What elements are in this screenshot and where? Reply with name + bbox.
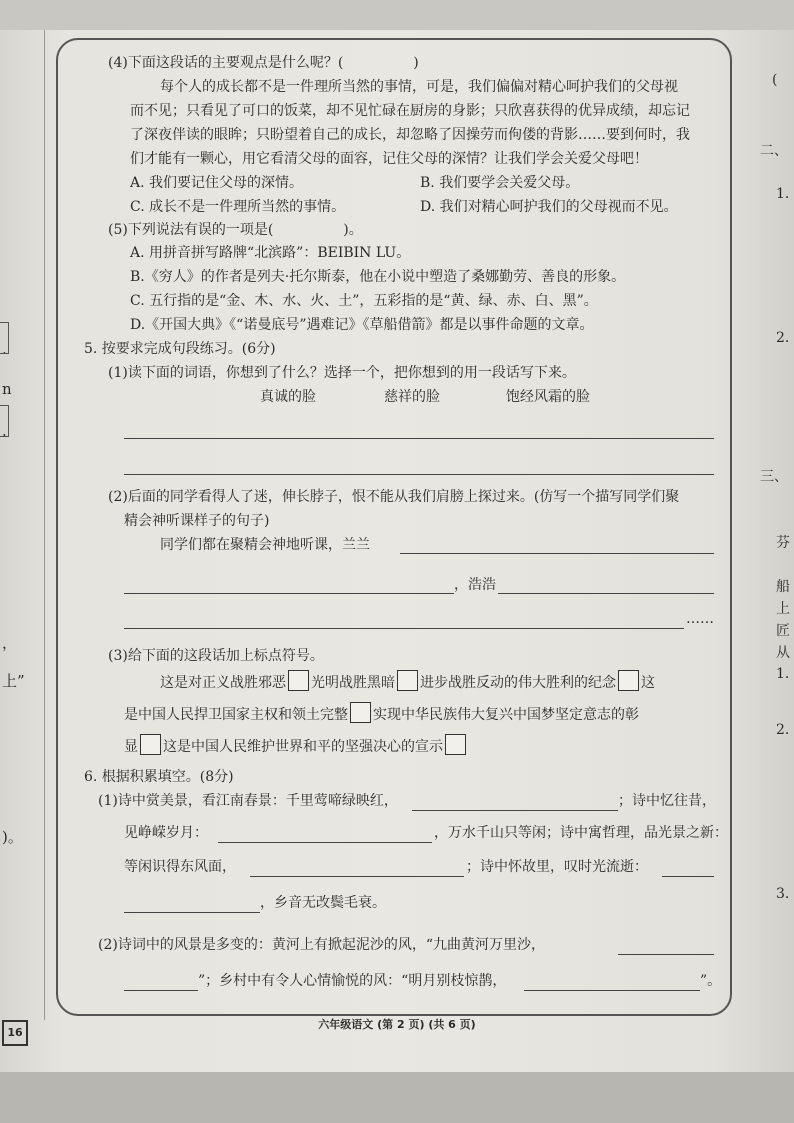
q6-line-6b: ”。 [700, 973, 722, 989]
poem-blank[interactable] [124, 990, 198, 991]
q4-4-option-c[interactable]: C. 成长不是一件理所当然的事情。 [130, 199, 346, 215]
q4-4-question: (4)下面这段话的主要观点是什么呢？( ) [108, 55, 419, 71]
q5-word: 慈祥的脸 [384, 389, 440, 405]
punct-text: 这 [641, 675, 655, 691]
q4-4-passage-line: 每个人的成长都不是一件理所当然的事情，可是，我们偏偏对精心呵护我们的父母视 [160, 79, 678, 95]
answer-line[interactable] [124, 474, 714, 475]
right-fragment: 船 [776, 579, 790, 595]
punct-text: 显 [124, 739, 138, 755]
left-answer-box [0, 322, 9, 354]
q4-4-option-a[interactable]: A. 我们要记住父母的深情。 [130, 175, 304, 191]
q5-sub1: (1)读下面的词语，你想到了什么？选择一个，把你想到的用一段话写下来。 [108, 365, 576, 381]
right-fragment: 上 [776, 601, 790, 617]
q5-word: 饱经风霜的脸 [506, 389, 590, 405]
left-fragment: . [2, 422, 7, 440]
q4-5-option-b[interactable]: B.《穷人》的作者是列夫·托尔斯泰，他在小说中塑造了桑娜勤劳、善良的形象。 [130, 269, 626, 285]
answer-line[interactable] [400, 553, 714, 554]
q4-4-option-b[interactable]: B. 我们要学会关爱父母。 [420, 175, 580, 191]
right-fragment: ( [772, 72, 778, 88]
poem-blank[interactable] [412, 810, 618, 811]
right-fragment: 从 [776, 645, 790, 661]
q5-sub3: (3)给下面的这段话加上标点符号。 [108, 648, 324, 664]
right-fragment: 3. [776, 886, 790, 902]
poem-blank[interactable] [124, 912, 260, 913]
punct-text: 这是中国人民维护世界和平的坚强决心的宣示 [163, 739, 443, 755]
left-answer-box [0, 405, 9, 437]
left-fragment: . [2, 340, 7, 358]
q4-5-option-d[interactable]: D.《开国大典》《“诺曼底号”遇难记》《草船借箭》都是以事件命题的文章。 [130, 317, 594, 333]
left-page-fragment [0, 30, 45, 1020]
answer-line[interactable] [124, 593, 454, 594]
punct-text: 进步战胜反动的伟大胜利的纪念 [420, 675, 616, 691]
q4-5-option-c[interactable]: C. 五行指的是“金、木、水、火、土”，五彩指的是“黄、绿、赤、白、黑”。 [130, 293, 598, 309]
q6-line-3b: ；诗中怀故里，叹时光流逝： [466, 859, 648, 875]
left-fragment: 上” [2, 672, 25, 690]
poem-blank[interactable] [250, 876, 464, 877]
answer-line[interactable] [124, 628, 684, 629]
table-surface [0, 1072, 794, 1123]
q6-line-6a: ”；乡村中有令人心情愉悦的风：“明月别枝惊鹊， [198, 973, 507, 989]
punct-line-2 [124, 702, 639, 726]
q6-line-1a: (1)诗中赏美景，看江南春景：千里莺啼绿映红， [98, 793, 398, 809]
punct-text: 是中国人民捍卫国家主权和领土完整 [124, 707, 348, 723]
right-fragment: 1. [776, 186, 790, 202]
punct-box[interactable] [397, 670, 418, 691]
right-page-fragment [740, 30, 794, 1030]
punct-box[interactable] [350, 702, 371, 723]
q6-line-5: (2)诗词中的风景是多变的：黄河上有掀起泥沙的风，“九曲黄河万里沙， [98, 937, 545, 953]
answer-line[interactable] [498, 593, 714, 594]
q5-sub2-line2: 精会神听课样子的句子) [124, 513, 270, 529]
q5-sub2-mid: ，浩浩 [454, 577, 496, 593]
q5-sub2-start: 同学们都在聚精会神地听课，兰兰 [160, 537, 370, 553]
poem-blank[interactable] [662, 876, 714, 877]
q4-4-passage-line: 而不见；只看见了可口的饭菜，却不见忙碌在厨房的身影；只欣喜获得的优异成绩，却忘记 [130, 103, 690, 119]
q5-heading: 5. 按要求完成句段练习。(6分) [84, 341, 276, 357]
q4-4-option-d[interactable]: D. 我们对精心呵护我们的父母视而不见。 [420, 199, 678, 215]
q4-5-question: (5)下列说法有误的一项是( )。 [108, 222, 363, 238]
q6-line-2a: 见峥嵘岁月： [124, 825, 208, 841]
q4-4-passage-line: 们才能有一颗心，用它看清父母的面容，记住父母的深情？让我们学会关爱父母吧！ [130, 151, 648, 167]
poem-blank[interactable] [618, 954, 714, 955]
punct-box[interactable] [618, 670, 639, 691]
left-fragment: ， [2, 634, 18, 652]
punct-text: 光明战胜黑暗 [311, 675, 395, 691]
right-fragment: 三、 [760, 469, 788, 485]
right-fragment: 匠 [776, 623, 790, 639]
punct-text: 这是对正义战胜邪恶 [160, 675, 286, 691]
right-fragment: 二、 [760, 143, 788, 159]
punct-text: 实现中华民族伟大复兴中国梦坚定意志的彰 [373, 707, 639, 723]
q6-line-3a: 等闲识得东风面， [124, 859, 236, 875]
q5-sub2-line1: (2)后面的同学看得人了迷，伸长脖子，恨不能从我们肩膀上探过来。(仿写一个描写同学们聚 [108, 489, 680, 505]
punct-box[interactable] [288, 670, 309, 691]
left-fragment: n [2, 380, 12, 398]
answer-line[interactable] [124, 438, 714, 439]
q6-line-2b: ，万水千山只等闲；诗中寓哲理，品光景之新： [434, 825, 728, 841]
q5-word: 真诚的脸 [260, 389, 316, 405]
left-fragment: )。 [2, 828, 23, 846]
q6-line-1b: ；诗中忆往昔， [618, 793, 716, 809]
punct-line-1 [160, 670, 655, 694]
q6-line-4: ，乡音无改鬓毛衰。 [260, 895, 386, 911]
punct-line-3 [124, 734, 468, 758]
right-fragment: 2. [776, 330, 790, 346]
page-footer: 六年级语文 (第 2 页) (共 6 页) [318, 1018, 476, 1031]
punct-box[interactable] [445, 734, 466, 755]
page-corner-badge: 16 [2, 1020, 28, 1046]
q6-heading: 6. 根据积累填空。(8分) [84, 769, 234, 785]
poem-blank[interactable] [218, 842, 432, 843]
punct-box[interactable] [140, 734, 161, 755]
right-fragment: 1. [776, 666, 790, 682]
right-fragment: 芬 [776, 535, 790, 551]
q4-4-passage-line: 了深夜伴读的眼眸；只盼望着自己的成长，却忽略了因操劳而佝偻的背影……要到何时，我 [130, 127, 690, 143]
poem-blank[interactable] [524, 990, 700, 991]
q5-sub2-end: …… [686, 611, 714, 627]
right-fragment: 2. [776, 722, 790, 738]
q4-5-option-a[interactable]: A. 用拼音拼写路牌“北滨路”：BEIBIN LU。 [130, 245, 411, 261]
